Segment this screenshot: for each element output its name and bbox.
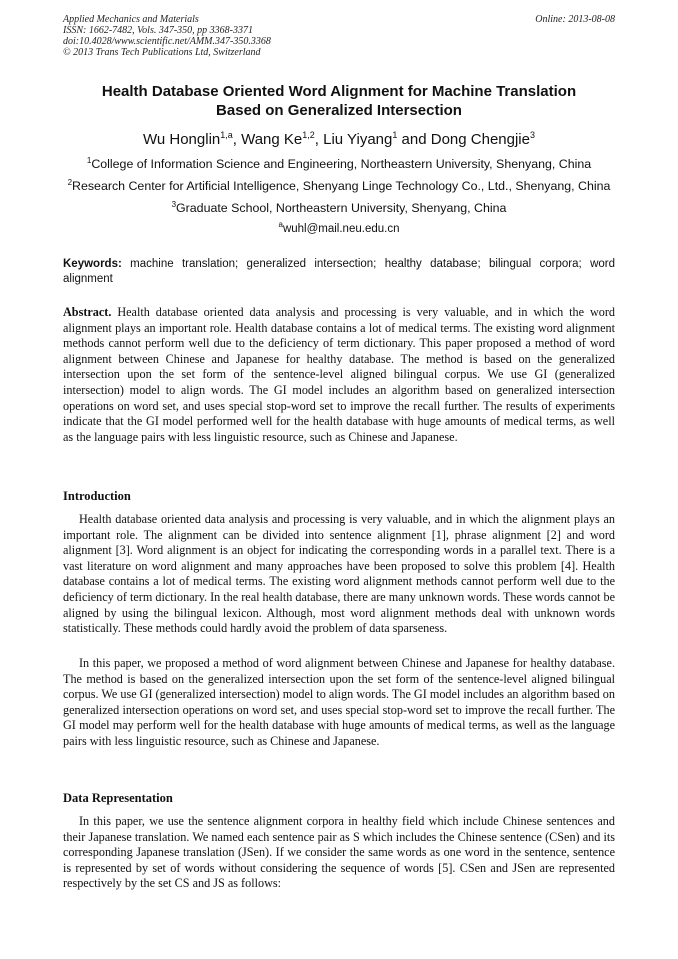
author-separator: , <box>314 131 324 148</box>
doi-line: doi:10.4028/www.scientific.net/AMM.347-350.3368 <box>63 36 271 47</box>
journal-header <box>63 14 615 58</box>
title-line-2: Based on Generalized Intersection <box>216 102 462 119</box>
abstract <box>63 305 615 445</box>
email-mark: a <box>278 220 283 230</box>
email-link[interactable]: wuhl@mail.neu.edu.cn <box>282 223 400 235</box>
paragraph: In this paper, we use the sentence alignment corpora in healthy field which include Chinese sentences and their Japanese translation. We named each sentence pair as S which includes the Chinese sentence (CSen) and its corresponding Japanese translation (JSen). If we consider the same words as one word in the sentence, sentence is represented by set of words without considering the sequence of words [5]. CSen and JSen are represented respectively by the set CS and JS as follows: <box>63 814 615 891</box>
affiliation-mark: 2 <box>67 177 73 187</box>
affiliation-mark: 3 <box>171 199 177 209</box>
section-heading-data-representation: Data Representation <box>63 791 173 805</box>
author-email <box>40 221 638 237</box>
abstract-label: Abstract. <box>63 305 112 319</box>
author-name: Liu Yiyang <box>323 131 393 148</box>
keywords-text: machine translation; generalized intersection; healthy database; bilingual corpora; word alignment <box>63 258 615 285</box>
author-affiliation-mark: 3 <box>530 130 536 140</box>
abstract-text: Health database oriented data analysis and processing is very valuable, and in which the word alignment plays an important role. Health database contains a lot of medical terms. The existing word alignment methods cannot perform well due to the deficiency of term dictionary. This paper proposed a method of word alignment between Chinese and Japanese for healthy database. The method is based on the generalized intersection upon the set form of the sentence-level aligned bilingual corpus. We use GI (generalized intersection) model to align words. The GI model includes an algorithm based on generalized intersection operations on word set, and uses special stop-word set to improve the recall further. The results of experiments indicate that the GI model performed well for the health database with huge amounts of medical terms, as well as the language pairs with less linguistic resource, such as Chinese and Japanese. <box>63 305 615 444</box>
affiliation-text: College of Information Science and Engineering, Northeastern University, Shenyang, China <box>91 157 592 171</box>
affiliation-text: Research Center for Artificial Intelligence, Shenyang Linge Technology Co., Ltd., Shenyang, China <box>72 179 611 193</box>
author-list <box>63 130 615 150</box>
author-affiliation-mark: 1,a <box>220 130 233 140</box>
issn-line: ISSN: 1662-7482, Vols. 347-350, pp 3368-3371 <box>63 25 253 36</box>
author-separator: , <box>232 131 242 148</box>
author-affiliation-mark: 1,2 <box>302 130 315 140</box>
paragraph: In this paper, we proposed a method of word alignment between Chinese and Japanese for healthy database. The method is based on the generalized intersection upon the set form of the sentence-level aligned bilingual corpus. We use GI (generalized intersection) model to align words. The GI model includes an algorithm based on generalized intersection operations on word set, and uses special stop-word set to improve the recall further. The GI model may perform well for the health database with huge amounts of medical terms, as well as the language pairs with less linguistic resource, such as Chinese and Japanese. <box>63 656 615 748</box>
copyright-line: © 2013 Trans Tech Publications Ltd, Switzerland <box>63 47 261 58</box>
title-line-1: Health Database Oriented Word Alignment for Machine Translation <box>101 83 577 100</box>
author-affiliation-mark: 1 <box>392 130 398 140</box>
online-date: Online: 2013-08-08 <box>535 14 615 25</box>
affiliation-2 <box>40 178 638 194</box>
affiliation-1 <box>40 156 638 172</box>
keywords-label: Keywords: <box>63 258 122 270</box>
paper-title <box>63 82 615 120</box>
affiliation-mark: 1 <box>86 155 92 165</box>
author-and: and <box>397 131 431 148</box>
author-name: Wu Honglin <box>142 131 221 148</box>
keywords <box>63 257 615 287</box>
journal-name: Applied Mechanics and Materials <box>63 14 199 25</box>
affiliation-3 <box>40 200 638 216</box>
affiliation-text: Graduate School, Northeastern University, Shenyang, China <box>176 201 507 215</box>
author-name: Wang Ke <box>241 131 303 148</box>
paragraph: Health database oriented data analysis and processing is very valuable, and in which the alignment plays an important role. The alignment can be divided into sentence alignment [1], phrase alignment [2] and word alignment [3]. Word alignment is an object for indicating the corresponding words in a parallel text. There is a vast literature on word alignment and many approaches have been proposed to solve this problem [4]. Health database contains a lot of medical terms. The existing word alignment methods cannot perform well due to the deficiency of term dictionary. In the real health database, there are many unknown words. These words cannot be aligned by using the bilingual lexicon. Although, most word alignment methods deal with unknown words statistically. These methods could hardly avoid the problem of data sparseness. <box>63 512 615 636</box>
section-heading-introduction: Introduction <box>63 489 131 503</box>
author-name: Dong Chengjie <box>430 131 530 148</box>
